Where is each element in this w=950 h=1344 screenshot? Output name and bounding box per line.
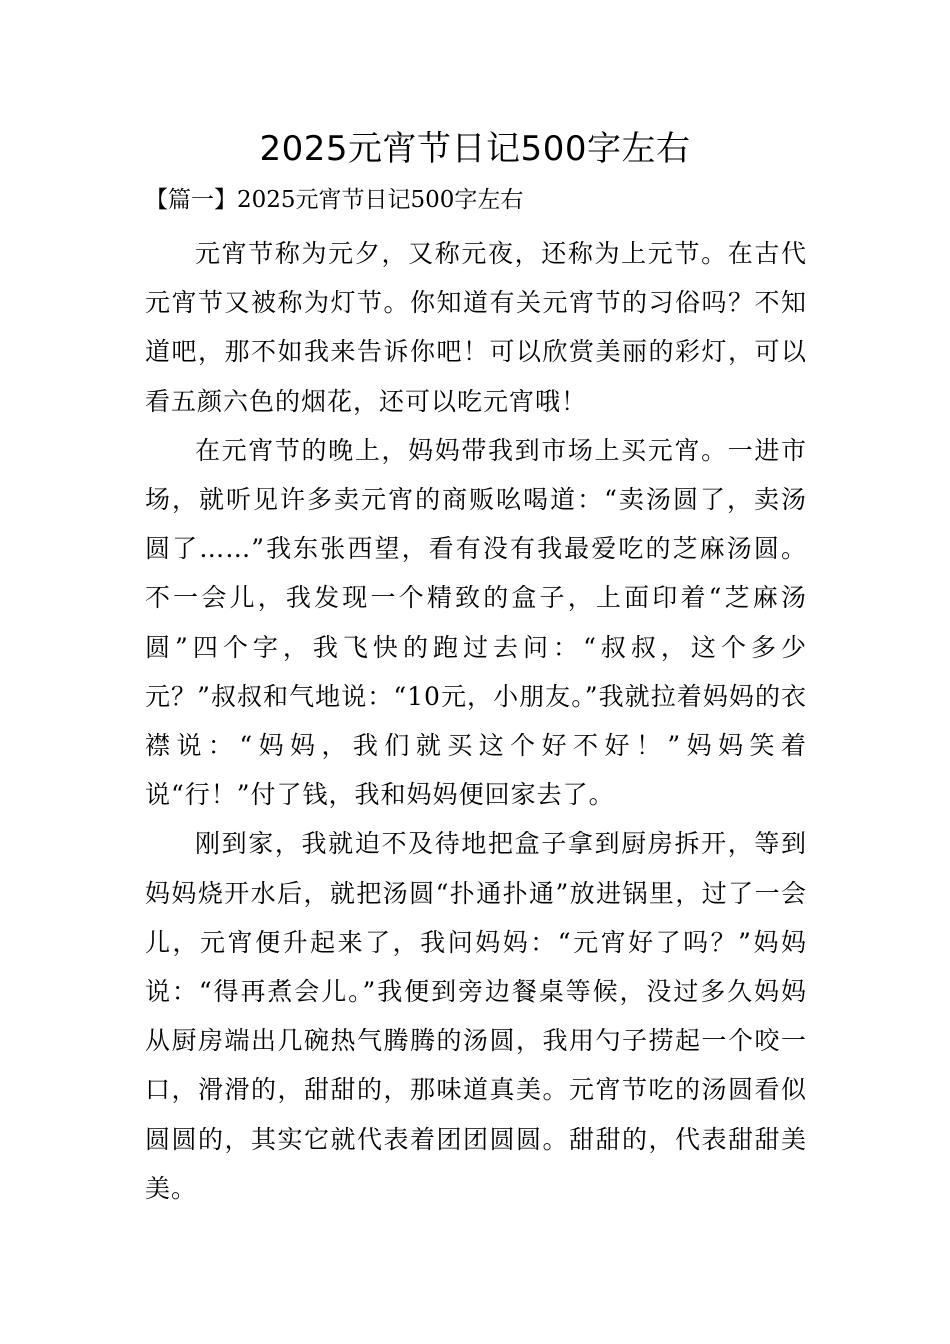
paragraph-3: 刚到家，我就迫不及待地把盒子拿到厨房拆开，等到妈妈烧开水后，就把汤圆“扑通扑通”放进锅里，过了一会儿，元宵便升起来了，我问妈妈：“元宵好了吗？”妈妈说：“得再煮会儿。”我便到旁边餐桌等候，没过多久妈妈从厨房端出几碗热气腾腾的汤圆，我用勺子捞起一个咬一口，滑滑的，甜甜的，那味道真美。元宵节吃的汤圆看似圆圆的，其实它就代表着团团圆圆。甜甜的，代表甜甜美美。 [145,829,807,1203]
body-text [145,229,807,1213]
paragraph-2: 在元宵节的晚上，妈妈带我到市场上买元宵。一进市场，就听见许多卖元宵的商贩吆喝道：“卖汤圆了，卖汤圆了……”我东张西望，看有没有我最爱吃的芝麻汤圆。不一会儿，我发现一个精致的盒子，上面印着“芝麻汤圆”四个字，我飞快的跑过去问：“叔叔，这个多少元？”叔叔和气地说：“10元，小朋友。”我就拉着妈妈的衣襟说：“妈妈，我们就买这个好不好！”妈妈笑着说“行！”付了钱，我和妈妈便回家去了。 [145,435,807,810]
section-heading: 【篇一】2025元宵节日记500字左右 [145,187,524,213]
paragraph-1: 元宵节称为元夕，又称元夜，还称为上元节。在古代元宵节又被称为灯节。你知道有关元宵节的习俗吗？不知道吧，那不如我来告诉你吧！可以欣赏美丽的彩灯，可以看五颜六色的烟花，还可以吃元宵哦！ [145,239,807,416]
document-title: 2025元宵节日记500字左右 [259,129,691,169]
